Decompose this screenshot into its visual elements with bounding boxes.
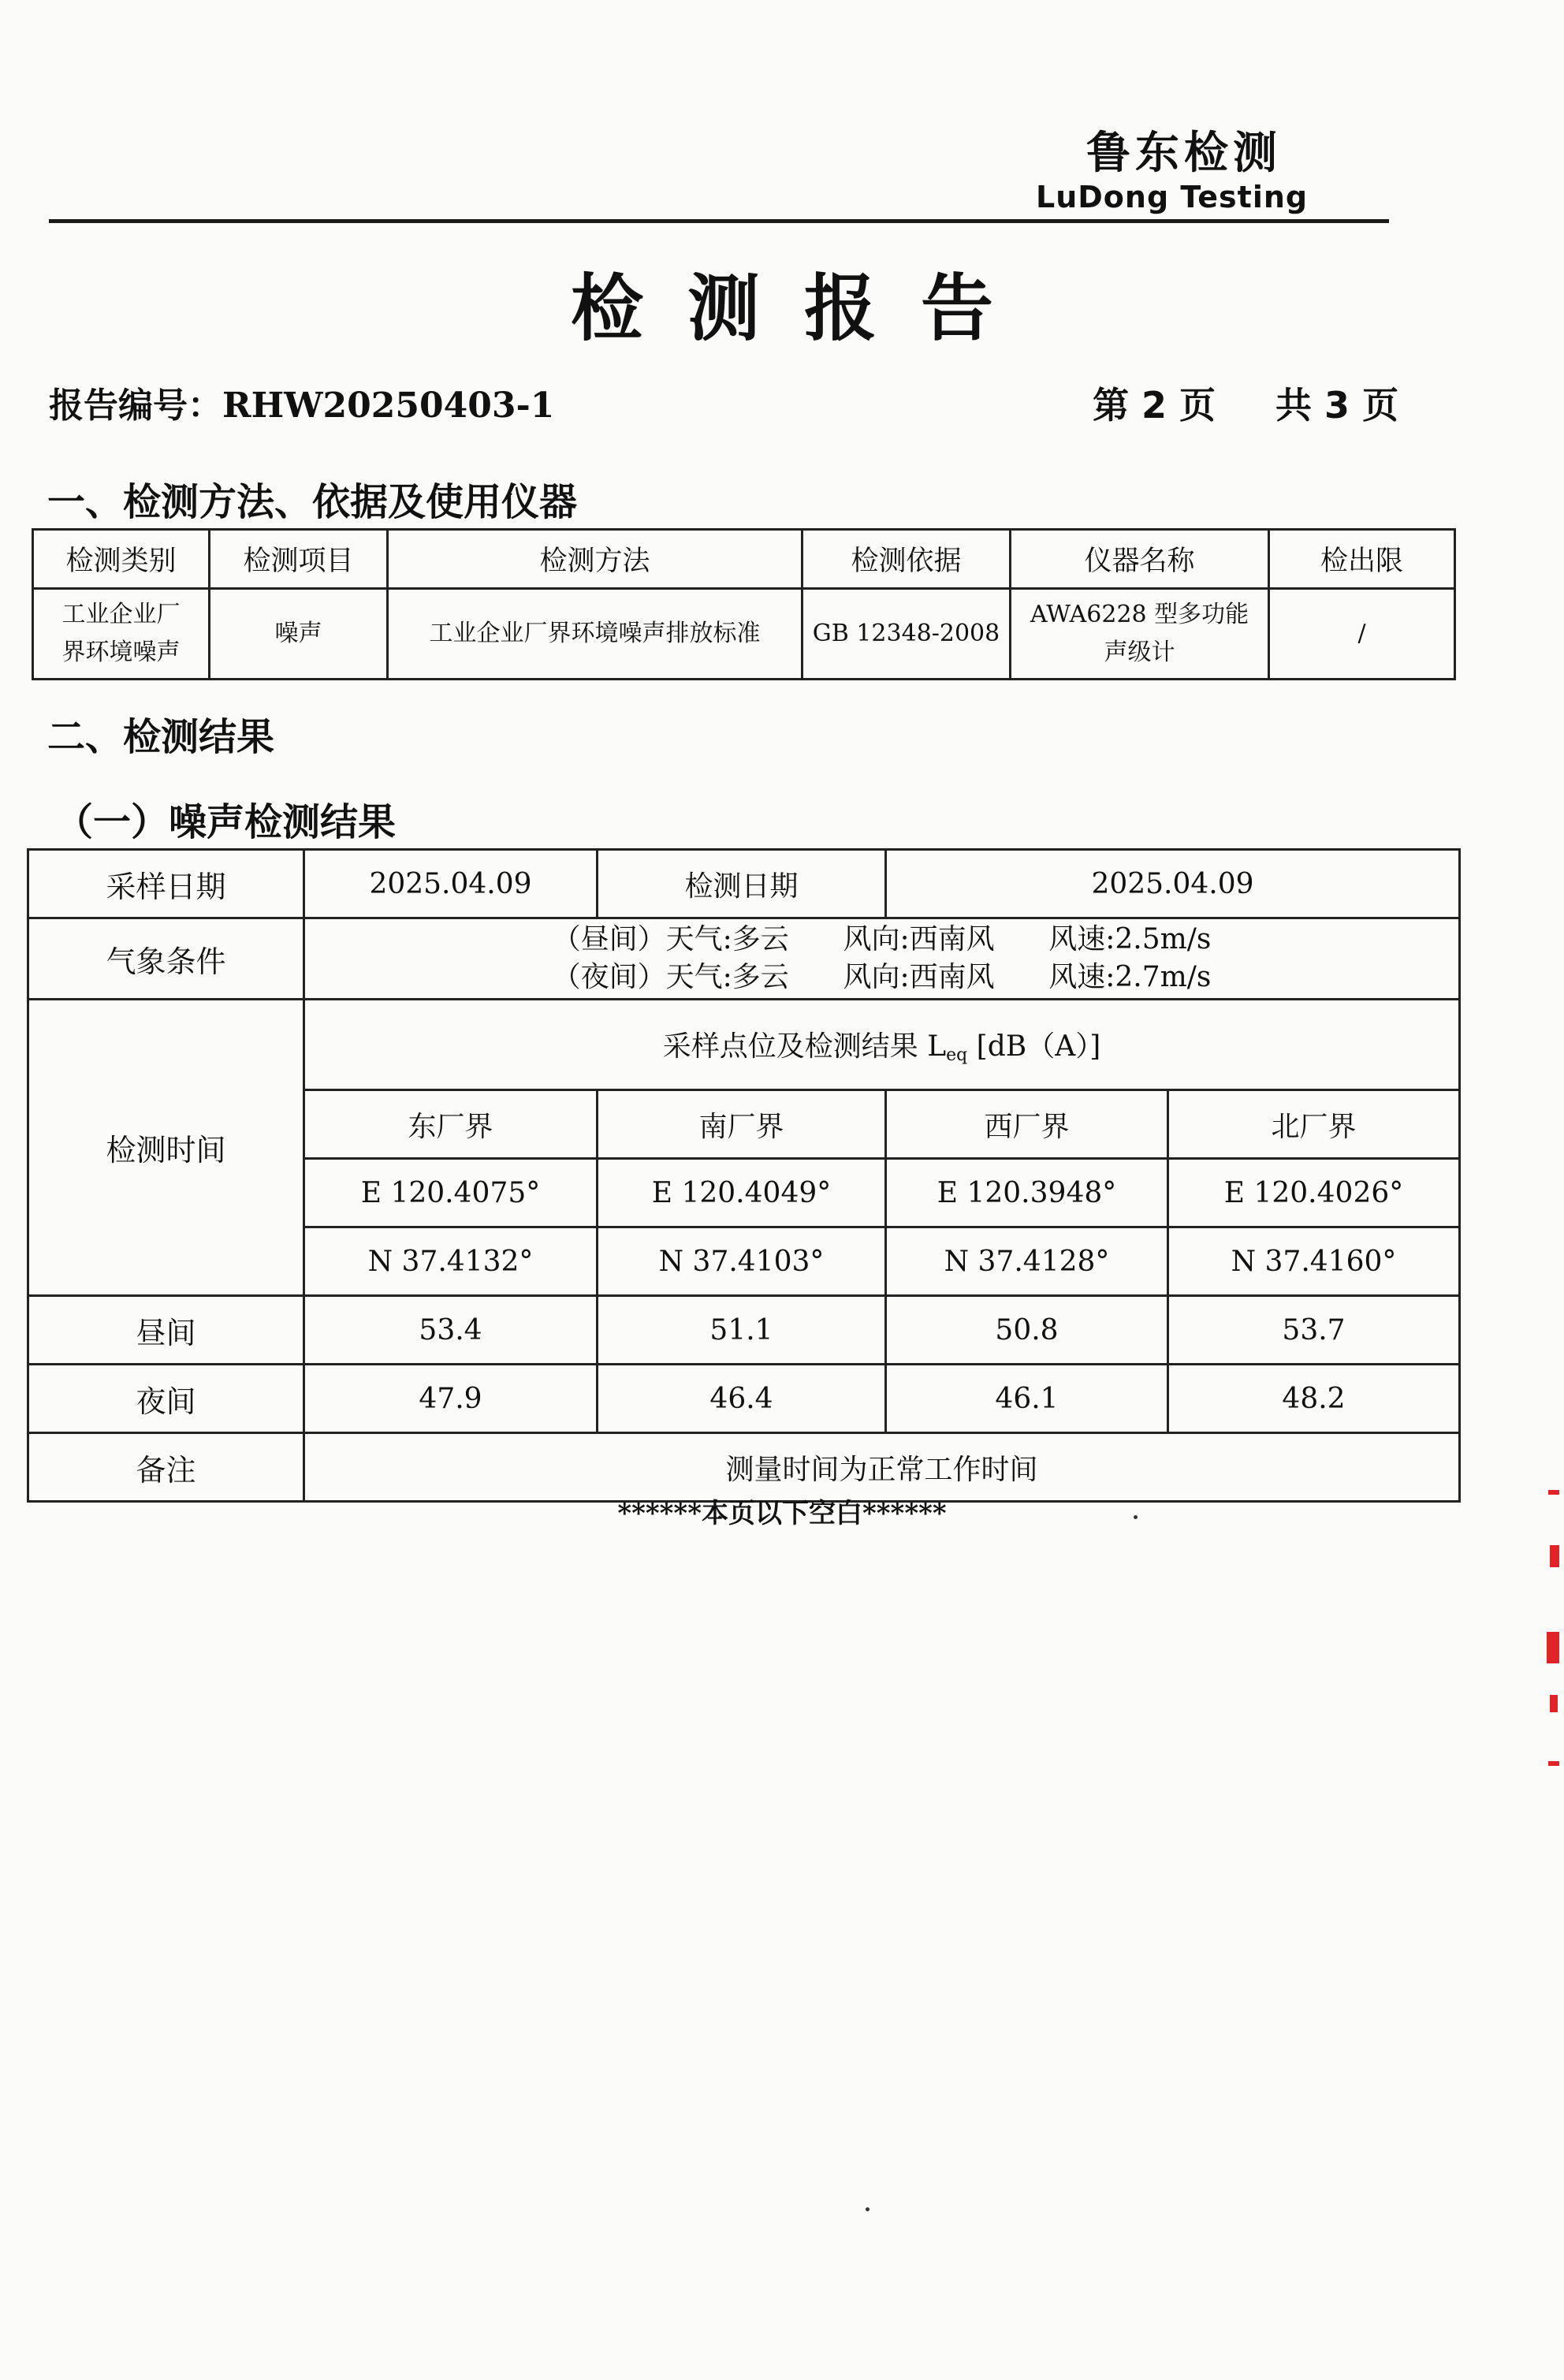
- page-indicator: [1093, 377, 1398, 429]
- daytime-value: 53.7: [1168, 1296, 1460, 1365]
- methods-header-cell: 仪器名称: [1011, 530, 1269, 589]
- instrument-name: AWA6228 型多功能 声级计: [1011, 589, 1269, 680]
- daytime-value: 50.8: [886, 1296, 1168, 1365]
- methods-header-row: [33, 530, 1455, 589]
- methods-header-cell: 检测类别: [33, 530, 210, 589]
- point-latitude: N 37.4132°: [304, 1227, 598, 1296]
- ink-speck: [1134, 1515, 1138, 1519]
- daytime-row: [28, 1296, 1460, 1365]
- point-latitude: N 37.4103°: [598, 1227, 886, 1296]
- daytime-label: 昼间: [28, 1296, 304, 1365]
- point-latitude: N 37.4128°: [886, 1227, 1168, 1296]
- point-name: 南厂界: [598, 1090, 886, 1159]
- point-longitude: E 120.3948°: [886, 1159, 1168, 1227]
- sampling-date: 2025.04.09: [304, 850, 598, 918]
- methods-header-cell: 检测依据: [802, 530, 1011, 589]
- detection-method: 工业企业厂界环境噪声排放标准: [388, 589, 802, 680]
- detection-category: 工业企业厂 界环境噪声: [33, 589, 210, 680]
- remark-label: 备注: [28, 1433, 304, 1502]
- point-name: 东厂界: [304, 1090, 598, 1159]
- page-current: 第 2 页: [1093, 384, 1216, 426]
- methods-header-cell: 检测方法: [388, 530, 802, 589]
- test-time-label: 检测时间: [28, 1000, 304, 1296]
- report-number-label: 报告编号：: [49, 385, 222, 426]
- point-name: 北厂界: [1168, 1090, 1460, 1159]
- point-longitude: E 120.4075°: [304, 1159, 598, 1227]
- detection-limit: /: [1269, 589, 1455, 680]
- nighttime-label: 夜间: [28, 1365, 304, 1433]
- methods-data-row: [33, 589, 1455, 680]
- detection-basis: GB 12348-2008: [802, 589, 1011, 680]
- report-number-value: RHW20250403-1: [222, 385, 555, 426]
- seal-stamp-edge: [1545, 1490, 1561, 1774]
- nighttime-value: 46.1: [886, 1365, 1168, 1433]
- weather-day: （昼间）天气:多云 风向:西南风 风速:2.5m/s: [552, 923, 1212, 955]
- brand-name-cn: 鲁东检测: [1086, 128, 1282, 179]
- report-number: [49, 377, 554, 427]
- header-divider: [49, 219, 1389, 223]
- noise-results-table: [27, 848, 1461, 1503]
- blank-below-note: ******本页以下空白******: [617, 1498, 947, 1529]
- section-heading-results: 二、检测结果: [47, 715, 275, 759]
- weather-conditions: [304, 918, 1460, 1000]
- nighttime-row: [28, 1365, 1460, 1433]
- nighttime-value: 48.2: [1168, 1365, 1460, 1433]
- sampling-date-label: 采样日期: [28, 850, 304, 918]
- date-row: [28, 850, 1460, 918]
- page-title: 检测报告: [570, 266, 1037, 351]
- weather-row: [28, 918, 1460, 1000]
- methods-header-cell: 检测项目: [210, 530, 388, 589]
- test-date-label: 检测日期: [598, 850, 886, 918]
- nighttime-value: 47.9: [304, 1365, 598, 1433]
- point-name: 西厂界: [886, 1090, 1168, 1159]
- brand-name-en: LuDong Testing: [1036, 180, 1309, 214]
- point-longitude: E 120.4049°: [598, 1159, 886, 1227]
- section-heading-methods: 一、检测方法、依据及使用仪器: [47, 480, 578, 524]
- weather-label: 气象条件: [28, 918, 304, 1000]
- result-caption: 采样点位及检测结果 $L_{eq}$ [dB（A）]: [304, 1000, 1460, 1090]
- page-total: 共 3 页: [1275, 384, 1399, 426]
- daytime-value: 53.4: [304, 1296, 598, 1365]
- methods-table: [32, 528, 1456, 680]
- remark-text: 测量时间为正常工作时间: [304, 1433, 1460, 1502]
- ink-speck: [866, 2207, 870, 2211]
- result-caption-row: [28, 1000, 1460, 1090]
- point-longitude: E 120.4026°: [1168, 1159, 1460, 1227]
- daytime-value: 51.1: [598, 1296, 886, 1365]
- test-date: 2025.04.09: [886, 850, 1460, 918]
- methods-header-cell: 检出限: [1269, 530, 1455, 589]
- subsection-heading-noise: （一）噪声检测结果: [55, 800, 397, 844]
- weather-night: （夜间）天气:多云 风向:西南风 风速:2.7m/s: [552, 961, 1212, 993]
- point-latitude: N 37.4160°: [1168, 1227, 1460, 1296]
- nighttime-value: 46.4: [598, 1365, 886, 1433]
- detection-item: 噪声: [210, 589, 388, 680]
